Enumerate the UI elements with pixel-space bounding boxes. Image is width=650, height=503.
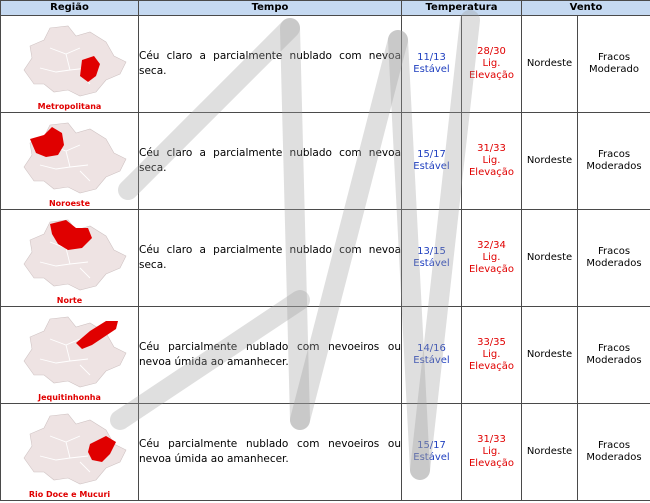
max-temp-trend-2: Elevação: [468, 361, 515, 372]
header-row: [1, 1, 650, 16]
weather-description: Céu parcialmente nublado com nevoeiros ou nevoa úmida ao amanhecer.: [139, 307, 402, 404]
min-temp-value: 14/16: [417, 343, 446, 354]
region-cell: [1, 404, 139, 501]
wind-direction: Nordeste: [522, 307, 578, 404]
wind-direction: Nordeste: [522, 404, 578, 501]
table-row: [1, 113, 650, 210]
max-temp-trend-2: Elevação: [468, 264, 515, 275]
region-name: Norte: [56, 296, 83, 305]
wind-direction: Nordeste: [522, 16, 578, 113]
max-temp-trend-1: Lig.: [482, 155, 501, 166]
wind-speed: [578, 210, 650, 307]
min-temperature: [402, 307, 462, 404]
wind-speed: [578, 16, 650, 113]
max-temp-value: 33/35: [477, 337, 506, 348]
max-temp-trend-2: Elevação: [468, 70, 515, 81]
min-temp-trend: Estável: [413, 64, 450, 75]
wind-direction: Nordeste: [522, 113, 578, 210]
wind-speed-1: Fracos: [597, 246, 631, 257]
wind-speed-1: Fracos: [597, 52, 631, 63]
table-row: [1, 404, 650, 501]
min-temp-trend: Estável: [413, 258, 450, 269]
min-temp-trend: Estável: [413, 452, 450, 463]
max-temperature: [462, 210, 522, 307]
min-temperature: [402, 210, 462, 307]
wind-speed-2: Moderados: [586, 452, 642, 463]
max-temperature: [462, 404, 522, 501]
min-temperature: [402, 113, 462, 210]
min-temp-trend: Estável: [413, 161, 450, 172]
minas-gerais-map-icon: [10, 406, 130, 486]
min-temp-value: 15/17: [417, 149, 446, 160]
minas-gerais-map-icon: [10, 115, 130, 195]
wind-speed-1: Fracos: [597, 149, 631, 160]
wind-speed-1: Fracos: [597, 440, 631, 451]
minas-gerais-map-icon: [10, 18, 130, 98]
max-temp-value: 31/33: [477, 434, 506, 445]
max-temp-trend-1: Lig.: [482, 58, 501, 69]
min-temp-value: 15/17: [417, 440, 446, 451]
max-temperature: [462, 16, 522, 113]
minas-gerais-map-icon: [10, 309, 130, 389]
max-temp-trend-2: Elevação: [468, 167, 515, 178]
min-temp-trend: Estável: [413, 355, 450, 366]
min-temperature: [402, 404, 462, 501]
max-temp-value: 28/30: [477, 46, 506, 57]
wind-speed-2: Moderados: [586, 161, 642, 172]
wind-speed: [578, 404, 650, 501]
minas-gerais-map-icon: [10, 212, 130, 292]
weather-description: Céu claro a parcialmente nublado com nevoa seca.: [139, 16, 402, 113]
max-temp-value: 32/34: [477, 240, 506, 251]
region-cell: [1, 113, 139, 210]
header-wind: Vento: [522, 1, 650, 16]
region-name: Jequitinhonha: [38, 393, 101, 402]
wind-speed-2: Moderados: [586, 355, 642, 366]
region-name: Noroeste: [48, 199, 91, 208]
region-cell: [1, 307, 139, 404]
wind-speed-1: Fracos: [597, 343, 631, 354]
wind-speed-2: Moderado: [589, 64, 639, 75]
weather-description: Céu claro a parcialmente nublado com nevoa seca.: [139, 210, 402, 307]
min-temp-value: 11/13: [417, 52, 446, 63]
max-temp-trend-1: Lig.: [482, 252, 501, 263]
max-temp-value: 31/33: [477, 143, 506, 154]
max-temp-trend-1: Lig.: [482, 446, 501, 457]
region-cell: [1, 210, 139, 307]
max-temp-trend-1: Lig.: [482, 349, 501, 360]
max-temp-trend-2: Elevação: [468, 458, 515, 469]
max-temperature: [462, 307, 522, 404]
max-temperature: [462, 113, 522, 210]
wind-speed-2: Moderados: [586, 258, 642, 269]
table-row: [1, 210, 650, 307]
header-region: Região: [1, 1, 139, 16]
header-weather: Tempo: [139, 1, 402, 16]
wind-direction: Nordeste: [522, 210, 578, 307]
region-cell: [1, 16, 139, 113]
weather-description: Céu parcialmente nublado com nevoeiros ou nevoa úmida ao amanhecer.: [139, 404, 402, 501]
region-name: Metropolitana: [37, 102, 102, 111]
wind-speed: [578, 307, 650, 404]
header-temperature: Temperatura: [402, 1, 522, 16]
region-name: Rio Doce e Mucuri: [28, 490, 111, 499]
min-temperature: [402, 16, 462, 113]
min-temp-value: 13/15: [417, 246, 446, 257]
weather-description: Céu claro a parcialmente nublado com nevoa seca.: [139, 113, 402, 210]
table-row: [1, 307, 650, 404]
table-row: [1, 16, 650, 113]
wind-speed: [578, 113, 650, 210]
